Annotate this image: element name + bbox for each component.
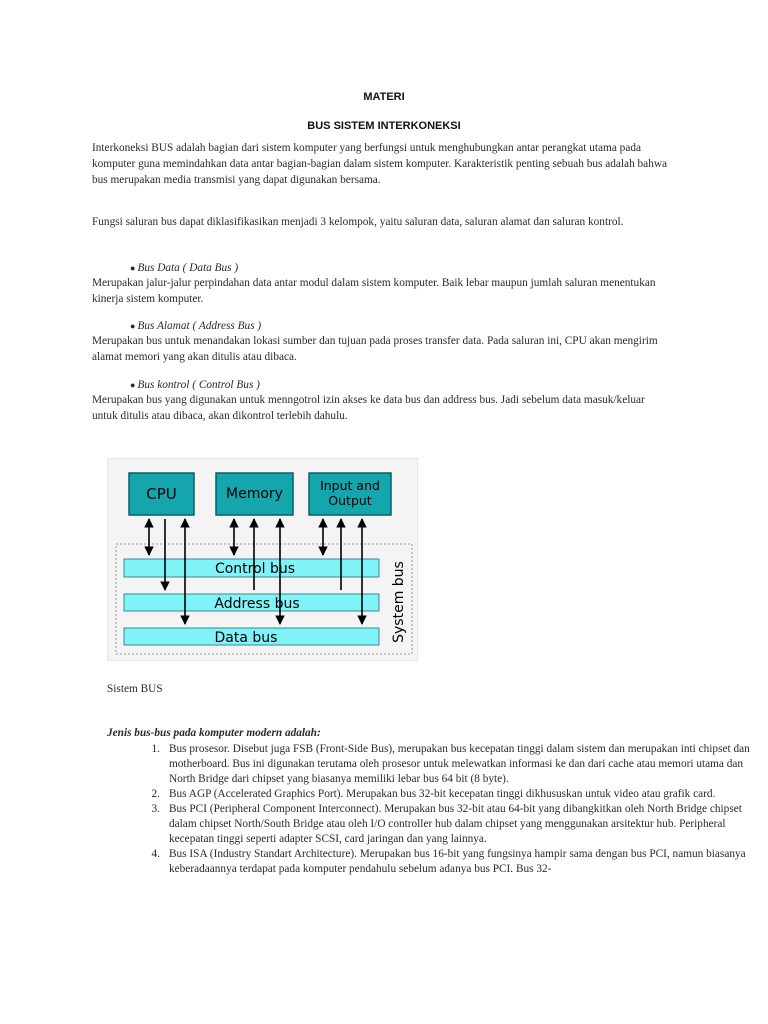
memory-label: Memory: [226, 486, 283, 502]
diagram-caption: Sistem BUS: [107, 683, 163, 695]
list-item-number: 2.: [151, 788, 160, 800]
system-bus-label: System bus: [391, 561, 407, 643]
bus-data-text: Merupakan jalur-jalur perpindahan data antar modul dalam sistem komputer. Baik lebar maupun jumlah saluran menentukan kinerja sistem komputer.: [92, 277, 656, 305]
bullet-icon: ●: [130, 263, 136, 273]
document-title: MATERI: [363, 91, 405, 103]
list-item: [140, 742, 750, 787]
bus-address-heading: [130, 318, 261, 334]
bus-type-list: [140, 742, 750, 877]
bullet-icon: ●: [130, 380, 136, 390]
list-item: [140, 787, 750, 802]
io-box: [309, 473, 391, 515]
list-item-text: Bus AGP (Accelerated Graphics Port). Merupakan bus 32-bit kecepatan tinggi dikhususkan untuk video atau grafik card.: [169, 788, 716, 800]
list-heading: Jenis bus-bus pada komputer modern adalah:: [107, 727, 321, 739]
bus-heading-text: Bus Data ( Data Bus ): [137, 262, 239, 274]
list-item: [140, 847, 750, 877]
address-bus-label: Address bus: [214, 596, 300, 612]
list-item: [140, 802, 750, 847]
bus-control-heading: [130, 377, 260, 393]
list-item-text: Bus prosesor. Disebut juga FSB (Front-Side Bus), merupakan bus kecepatan tinggi dalam sistem dan merupakan inti chipset dan motherboard. Bus ini digunakan terutama oleh prosesor untuk melewatkan informasi ke dan dari cache atau memori utama dan North Bridge dari chipset yang biasanya memiliki lebar bus 64 bit (8 byte).: [169, 743, 750, 785]
system-bus-diagram: [107, 458, 418, 661]
list-item-text: Bus PCI (Peripheral Component Interconnect). Merupakan bus 32-bit atau 64-bit yang dibangkitkan oleh North Bridge chipset dalam chipset North/South Bridge atau oleh I/O controller hub dalam chipset yang menggunakan arsitektur hub. Peripheral kecepatan tinggi seperti adapter SCSI, card jaringan dan yang lainnya.: [169, 803, 742, 845]
list-item-number: 4.: [151, 848, 160, 860]
io-label: Input and Output: [320, 478, 380, 508]
bus-control-text: Merupakan bus yang digunakan untuk menngotrol izin akses ke data bus dan address bus. Jadi sebelum data masuk/keluar untuk ditulis atau dibaca, akan dikontrol terlebih dahulu.: [92, 394, 645, 422]
cpu-label: CPU: [146, 485, 177, 503]
intro-paragraph: Interkoneksi BUS adalah bagian dari sistem komputer yang berfungsi untuk menghubungkan antar perangkat utama pada komputer guna memindahkan data antar bagian-bagian dalam sistem komputer. Karakteristik penting sebuah bus adalah bahwa bus merupakan media transmisi yang dapat digunakan bersama.: [92, 142, 668, 186]
bullet-icon: ●: [130, 321, 136, 331]
bus-address-text: Merupakan bus untuk menandakan lokasi sumber dan tujuan pada proses transfer data. Pada saluran ini, CPU akan mengirim alamat memori yang akan ditulis atau dibaca.: [92, 335, 658, 363]
list-item-number: 3.: [151, 803, 160, 815]
data-bus-label: Data bus: [214, 630, 278, 646]
memory-box: [216, 473, 293, 515]
control-bus-label: Control bus: [214, 561, 296, 577]
list-item-text: Bus ISA (Industry Standart Architecture). Merupakan bus 16-bit yang fungsinya hampir sama dengan bus PCI, namun biasanya keberadaannya terdapat pada komputer pendahulu sebelum adanya bus PCI. Bus 32-: [169, 848, 746, 875]
bus-heading-text: Bus kontrol ( Control Bus ): [137, 379, 260, 391]
document-subtitle: BUS SISTEM INTERKONEKSI: [307, 120, 461, 132]
address-bus-bar: [124, 594, 379, 612]
bus-data-heading: [130, 260, 238, 276]
list-item-number: 1.: [151, 743, 160, 755]
bus-heading-text: Bus Alamat ( Address Bus ): [137, 320, 262, 332]
cpu-box: [129, 473, 194, 515]
data-bus-bar: [124, 628, 379, 646]
function-paragraph: Fungsi saluran bus dapat diklasifikasikan menjadi 3 kelompok, yaitu saluran data, saluran alamat dan saluran kontrol.: [92, 216, 624, 228]
